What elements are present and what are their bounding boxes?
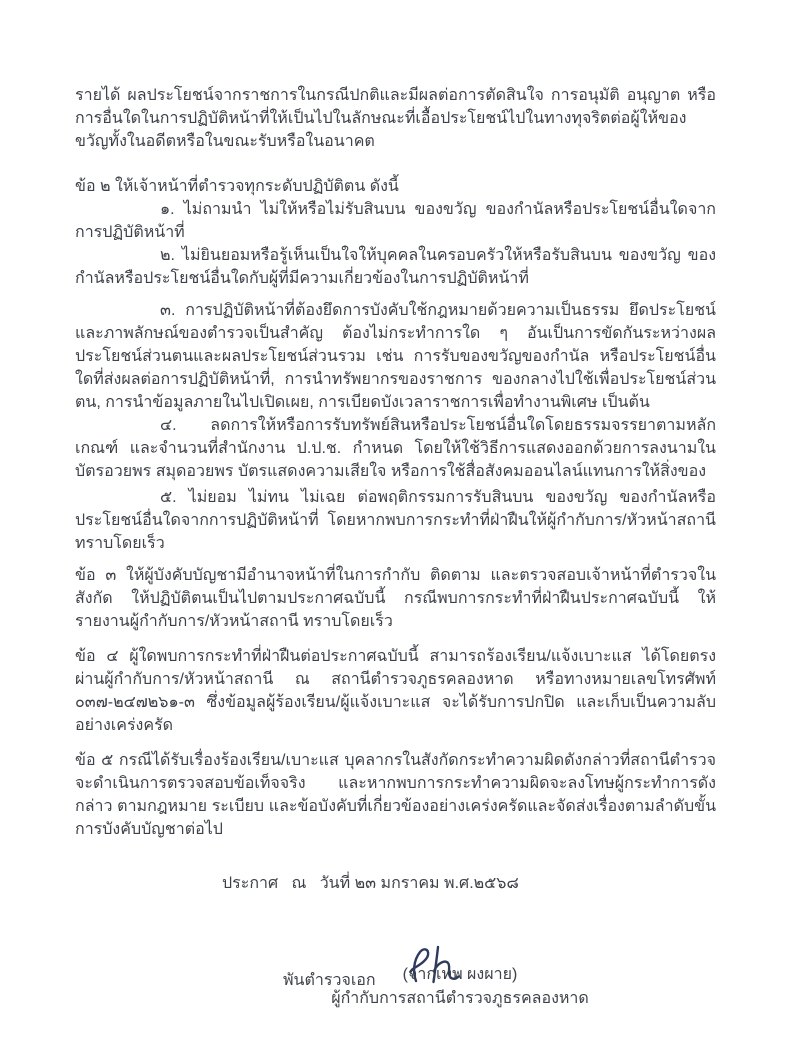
clause-2-item-2: ๒. ไม่ยินยอมหรือรู้เห็นเป็นใจให้บุคคลในครอบครัวให้หรือรับสินบน ของขวัญ ของกำนัลหรือประโยชน์อื่นใดกับผู้ที่มีความเกี่ยวข้องในการปฏิบัติหน้าที่ [75, 247, 716, 287]
clause-2-item-4: ๔. ลดการให้หรือการรับทรัพย์สินหรือประโยชน์อื่นใดโดยธรรมจรรยาตามหลักเกณฑ์ และจำนวนที่สำนักงาน ป.ป.ช. กำหนด โดยให้ใช้วิธีการแสดงออกด้วยการลงนามในบัตรอวยพร สมุดอวยพร บัตรแสดงความเสียใจ หรือการใช้สื่อสังคมออนไลน์แทนการให้สิ่งของ [75, 417, 716, 480]
clause-3-paragraph: ข้อ ๓ ให้ผู้บังคับบัญชามีอำนาจหน้าที่ในการกำกับ ติดตาม และตรวจสอบเจ้าหน้าที่ตำรวจในสังกัด ให้ปฏิบัติตนเป็นไปตามประกาศฉบับนี้ กรณีพบการกระทำที่ฝ่าฝืนประกาศฉบับนี้ ให้รายงานผู้กำกับการ/หัวหน้าสถานี ทราบโดยเร็ว [75, 567, 716, 630]
signer-title: ผู้กำกับการสถานีตำรวจภูธรคลองหาด [331, 990, 589, 1007]
clause-2-item-5: ๕. ไม่ยอม ไม่ทน ไม่เฉย ต่อพฤติกรรมการรับสินบน ของขวัญ ของกำนัลหรือประโยชน์อื่นใดจากการปฏิบัติหน้าที่ โดยหากพบการกระทำที่ฝ่าฝืนให้ผู้กำกับการ/หัวหน้าสถานี ทราบโดยเร็ว [75, 489, 716, 552]
signer-name: (จากเทพ ผงผาย) [402, 966, 518, 983]
clause-2-heading: ข้อ ๒ ให้เจ้าหน้าที่ตำรวจทุกระดับปฏิบัติตน ดังนี้ [75, 178, 399, 195]
signer-rank: พันตำรวจเอก [283, 972, 376, 989]
intro-paragraph: รายได้ ผลประโยชน์จากราชการในกรณีปกติและมีผลต่อการตัดสินใจ การอนุมัติ อนุญาต หรือการอื่นใดในการปฏิบัติหน้าที่ให้เป็นไปในลักษณะที่เอื้อประโยชน์ไปในทางทุจริตต่อผู้ให้ของขวัญทั้งในอดีตหรือในขณะรับหรือในอนาคต [75, 87, 716, 150]
signature-block [75, 919, 716, 1039]
proclamation-date-line: ประกาศ ณ วันที่ ๒๓ มกราคม พ.ศ.๒๕๖๘ [222, 875, 519, 892]
clause-2-item-1: ๑. ไม่ถามนำ ไม่ให้หรือไม่รับสินบน ของขวัญ ของกำนัลหรือประโยชน์อื่นใดจากการปฏิบัติหน้าที่ [75, 201, 716, 241]
clause-4-paragraph: ข้อ ๔ ผู้ใดพบการกระทำที่ฝ่าฝืนต่อประกาศฉบับนี้ สามารถร้องเรียน/แจ้งเบาะแส ได้โดยตรง ผ่านผู้กำกับการ/หัวหน้าสถานี ณ สถานีตำรวจภูธรคลองหาด หรือทางหมายเลขโทรศัพท์ ๐๓๗-๒๔๗๒๖๑-๓ ซึ่งข้อมูลผู้ร้องเรียน/ผู้แจ้งเบาะแส จะได้รับการปกปิด และเก็บเป็นความลับอย่างเคร่งครัด [75, 648, 716, 734]
clause-5-paragraph: ข้อ ๕ กรณีได้รับเรื่องร้องเรียน/เบาะแส บุคลากรในสังกัดกระทำความผิดดังกล่าวที่สถานีตำรวจจะดำเนินการตรวจสอบข้อเท็จจริง และหากพบการกระทำความผิดจะลงโทษผู้กระทำการดังกล่าว ตามกฎหมาย ระเบียบ และข้อบังคับที่เกี่ยวข้องอย่างเคร่งครัดและจัดส่งเรื่องตามลำดับขั้นการบังคับบัญชาต่อไป [75, 752, 716, 838]
clause-2-item-3: ๓. การปฏิบัติหน้าที่ต้องยึดการบังคับใช้กฎหมายด้วยความเป็นธรรม ยึดประโยชน์และภาพลักษณ์ของตำรวจเป็นสำคัญ ต้องไม่กระทำการใด ๆ อันเป็นการขัดกันระหว่างผลประโยชน์ส่วนตนและผลประโยชน์ส่วนรวม เช่น การรับของขวัญของกำนัล หรือประโยชน์อื่นใดที่ส่งผลต่อการปฏิบัติหน้าที่, การนำทรัพยากรของราชการ ของกลางไปใช้เพื่อประโยชน์ส่วนตน, การนำข้อมูลภายในไปเปิดเผย, การเบียดบังเวลาราชการเพื่อทำงานพิเศษ เป็นต้น [75, 302, 716, 411]
